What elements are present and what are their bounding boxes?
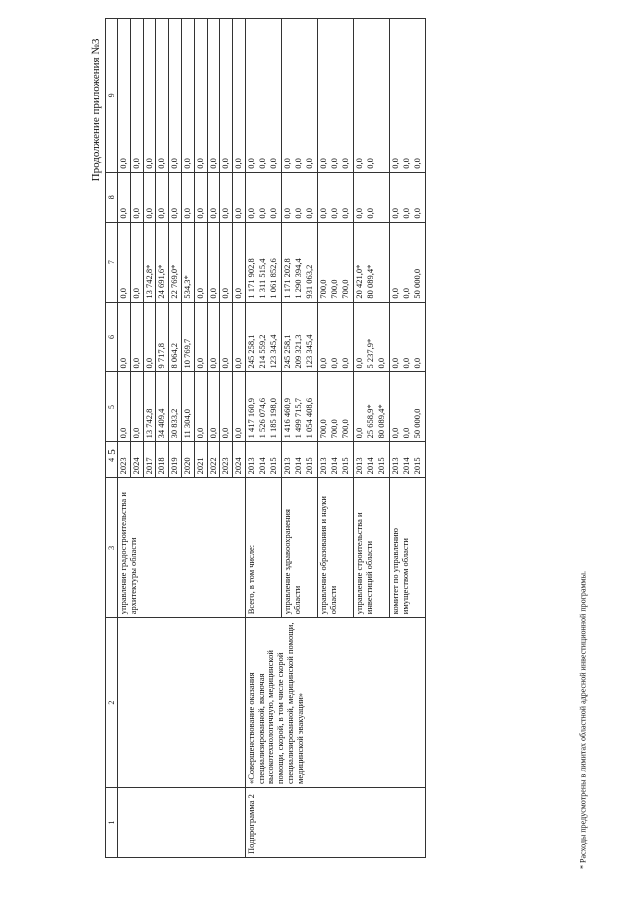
page-number: 5 xyxy=(106,449,118,455)
rotated-table-container xyxy=(105,18,535,858)
value-cell: 0,0 xyxy=(233,302,246,372)
value-stack xyxy=(245,19,281,173)
value-cell: 0,0 xyxy=(233,222,246,302)
value-stack xyxy=(281,172,317,222)
value-line: 20 421,0* xyxy=(353,264,364,299)
value-line: 700,0 xyxy=(317,279,328,299)
value-cell: 0,0 xyxy=(169,172,182,222)
value-line: 0,0 xyxy=(328,158,339,169)
value-line: 209 321,3 xyxy=(292,334,303,369)
value-cell: 2017 xyxy=(143,442,156,478)
value-cell: 13 742,8* xyxy=(143,222,156,302)
value-cell: 2023 xyxy=(118,442,131,478)
value-line: 0,0 xyxy=(400,208,411,219)
value-line xyxy=(377,176,388,219)
value-line xyxy=(377,226,388,299)
value-line: 245 258,1 xyxy=(245,334,256,369)
value-stack xyxy=(353,442,389,478)
value-line: 0,0 xyxy=(353,158,364,169)
value-line: 50 000,0 xyxy=(411,268,422,299)
column-header: 3 xyxy=(106,478,118,618)
column-header: 5 xyxy=(106,372,118,442)
value-cell: 2019 xyxy=(169,442,182,478)
value-line: 80 089,4* xyxy=(375,404,386,439)
value-line: 0,0 xyxy=(411,208,422,219)
value-stack xyxy=(353,172,389,222)
value-line xyxy=(377,22,388,169)
value-stack xyxy=(389,442,425,478)
value-line: 2015 xyxy=(375,457,386,475)
footnote: * Расходы предусмотрены в лимитах областной адресной инвестиционной программы. xyxy=(578,571,588,869)
value-cell: 0,0 xyxy=(156,19,169,173)
table-row xyxy=(245,19,281,858)
value-stack xyxy=(353,302,389,372)
value-cell: 2022 xyxy=(207,442,220,478)
value-line: 700,0 xyxy=(339,419,350,439)
value-line: 0,0 xyxy=(400,158,411,169)
subprogram-label: Подпрограмма 2 xyxy=(245,788,425,858)
value-cell: 8 064,2 xyxy=(169,302,182,372)
column-header: 8 xyxy=(106,172,118,222)
executor-cell: управление образования и науки области xyxy=(317,478,353,618)
value-line: 2014 xyxy=(400,457,411,475)
value-line: 0,0 xyxy=(317,208,328,219)
value-line: 123 345,4 xyxy=(267,334,278,369)
value-stack xyxy=(389,302,425,372)
value-line: 0,0 xyxy=(400,287,411,299)
value-line: 0,0 xyxy=(292,208,303,219)
value-line: 0,0 xyxy=(267,158,278,169)
value-cell: 0,0 xyxy=(143,302,156,372)
value-line: 0,0 xyxy=(364,158,375,169)
value-cell: 0,0 xyxy=(207,172,220,222)
value-cell: 0,0 xyxy=(220,19,233,173)
value-stack xyxy=(281,372,317,442)
value-stack xyxy=(245,442,281,478)
value-line: 0,0 xyxy=(317,357,328,369)
value-cell: 0,0 xyxy=(194,19,207,173)
value-cell: 0,0 xyxy=(130,19,143,173)
value-line: 214 559,2 xyxy=(256,334,267,369)
value-cell: 24 691,6* xyxy=(156,222,169,302)
value-line: 245 258,1 xyxy=(281,334,292,369)
table-row xyxy=(118,19,131,858)
value-line: 2013 xyxy=(317,457,328,475)
value-stack xyxy=(281,222,317,302)
value-cell: 0,0 xyxy=(194,372,207,442)
value-stack xyxy=(389,372,425,442)
value-cell: 0,0 xyxy=(130,302,143,372)
value-stack xyxy=(245,222,281,302)
value-line: 2013 xyxy=(389,457,400,475)
column-header: 1 xyxy=(106,788,118,858)
column-header: 9 xyxy=(106,19,118,173)
value-line: 0,0 xyxy=(411,158,422,169)
executor-cell: управление строительства и инвестиций области xyxy=(353,478,389,618)
value-cell: 0,0 xyxy=(207,372,220,442)
executor-cell: комитет по управлению имуществом области xyxy=(389,478,425,618)
column-header: 4 xyxy=(106,442,118,478)
value-line: 0,0 xyxy=(328,357,339,369)
value-cell: 0,0 xyxy=(118,172,131,222)
value-line: 50 000,0 xyxy=(411,408,422,439)
value-line: 1 311 515,4 xyxy=(256,258,267,299)
value-cell: 0,0 xyxy=(220,302,233,372)
value-stack xyxy=(245,302,281,372)
value-line: 0,0 xyxy=(389,158,400,169)
value-cell: 0,0 xyxy=(233,172,246,222)
value-cell: 0,0 xyxy=(143,172,156,222)
value-line: 0,0 xyxy=(303,208,314,219)
value-stack xyxy=(317,172,353,222)
value-line: 25 658,9* xyxy=(364,404,375,439)
value-stack xyxy=(317,372,353,442)
value-line: 2014 xyxy=(256,457,267,475)
value-line: 2015 xyxy=(411,457,422,475)
value-line: 2014 xyxy=(364,457,375,475)
value-cell: 0,0 xyxy=(182,172,195,222)
value-stack xyxy=(353,372,389,442)
column-header: 6 xyxy=(106,302,118,372)
value-cell: 10 769,7 xyxy=(182,302,195,372)
value-cell: 0,0 xyxy=(207,302,220,372)
value-cell: 0,0 xyxy=(220,372,233,442)
value-cell: 2021 xyxy=(194,442,207,478)
value-cell: 0,0 xyxy=(143,19,156,173)
value-stack xyxy=(245,372,281,442)
value-stack xyxy=(389,172,425,222)
continuation-title: Продолжение приложения №3 xyxy=(90,38,102,182)
value-cell: 2018 xyxy=(156,442,169,478)
value-cell: 22 769,0* xyxy=(169,222,182,302)
value-stack xyxy=(353,19,389,173)
value-line: 2015 xyxy=(303,457,314,475)
value-line: 2013 xyxy=(245,457,256,475)
value-cell: 0,0 xyxy=(169,19,182,173)
value-line: 2015 xyxy=(339,457,350,475)
value-line: 1 185 198,0 xyxy=(267,398,278,439)
value-line: 0,0 xyxy=(353,427,364,439)
table-body xyxy=(118,19,426,858)
value-line: 0,0 xyxy=(317,158,328,169)
value-stack xyxy=(245,172,281,222)
value-line: 0,0 xyxy=(411,357,422,369)
executor-cell: Всего, в том числе: xyxy=(245,478,281,618)
value-line: 0,0 xyxy=(339,208,350,219)
value-line: 0,0 xyxy=(364,208,375,219)
value-line: 1 290 394,4 xyxy=(292,258,303,299)
executor-cell: управление градостроительства и архитектуры области xyxy=(118,478,246,618)
value-cell: 0,0 xyxy=(233,372,246,442)
value-line: 0,0 xyxy=(245,208,256,219)
value-line: 0,0 xyxy=(328,208,339,219)
value-cell: 534,3* xyxy=(182,222,195,302)
value-line: 0,0 xyxy=(281,158,292,169)
value-cell: 0,0 xyxy=(118,372,131,442)
value-line: 0,0 xyxy=(389,427,400,439)
value-cell: 0,0 xyxy=(156,172,169,222)
value-line: 1 054 408,6 xyxy=(303,398,314,439)
col1-cell xyxy=(118,788,246,858)
value-line: 0,0 xyxy=(256,158,267,169)
value-cell: 13 742,8 xyxy=(143,372,156,442)
header-row xyxy=(106,19,118,858)
value-cell: 0,0 xyxy=(220,172,233,222)
value-stack xyxy=(317,442,353,478)
value-cell: 0,0 xyxy=(118,19,131,173)
value-line: 1 171 902,8 xyxy=(245,258,256,299)
value-line: 700,0 xyxy=(339,279,350,299)
column-header: 2 xyxy=(106,618,118,788)
value-stack xyxy=(281,302,317,372)
value-line: 2015 xyxy=(267,457,278,475)
value-line: 5 237,9* xyxy=(364,338,375,369)
value-line: 2013 xyxy=(281,457,292,475)
value-line: 0,0 xyxy=(339,158,350,169)
value-line: 1 499 715,7 xyxy=(292,398,303,439)
value-cell: 9 717,8 xyxy=(156,302,169,372)
value-line: 700,0 xyxy=(328,419,339,439)
value-cell: 0,0 xyxy=(130,172,143,222)
value-cell: 30 833,2 xyxy=(169,372,182,442)
value-cell: 2020 xyxy=(182,442,195,478)
value-line: 2013 xyxy=(353,457,364,475)
value-line: 2014 xyxy=(292,457,303,475)
value-line: 0,0 xyxy=(353,357,364,369)
value-line: 1 171 202,8 xyxy=(281,258,292,299)
value-cell: 0,0 xyxy=(194,222,207,302)
value-cell: 0,0 xyxy=(130,222,143,302)
value-cell: 0,0 xyxy=(194,302,207,372)
value-cell: 0,0 xyxy=(182,19,195,173)
subprogram-name: «Совершенствование оказания специализированной, включая высокотехнологичную, медицинской помощи, скорой, в том числе скорой специализированной, медицинской помощи, медицинской эвакуации» xyxy=(245,618,425,788)
value-stack xyxy=(317,302,353,372)
value-line: 1 526 074,6 xyxy=(256,398,267,439)
value-cell: 0,0 xyxy=(118,302,131,372)
value-line: 0,0 xyxy=(400,357,411,369)
value-cell: 2024 xyxy=(233,442,246,478)
value-cell: 0,0 xyxy=(118,222,131,302)
value-line: 0,0 xyxy=(292,158,303,169)
value-stack xyxy=(389,19,425,173)
value-line: 1 417 160,9 xyxy=(245,398,256,439)
value-stack xyxy=(317,222,353,302)
value-line: 0,0 xyxy=(375,357,386,369)
executor-cell: управление здравоохранения области xyxy=(281,478,317,618)
value-line: 123 345,4 xyxy=(303,334,314,369)
value-line: 700,0 xyxy=(328,279,339,299)
value-cell: 34 409,4 xyxy=(156,372,169,442)
value-line: 80 089,4* xyxy=(364,264,375,299)
value-stack xyxy=(353,222,389,302)
value-cell: 2023 xyxy=(220,442,233,478)
value-line: 700,0 xyxy=(317,419,328,439)
value-line: 0,0 xyxy=(389,357,400,369)
value-cell: 0,0 xyxy=(130,372,143,442)
value-cell: 0,0 xyxy=(194,172,207,222)
value-line: 0,0 xyxy=(389,208,400,219)
value-line: 2014 xyxy=(328,457,339,475)
column-header: 7 xyxy=(106,222,118,302)
value-cell: 0,0 xyxy=(233,19,246,173)
value-cell: 11 304,0 xyxy=(182,372,195,442)
value-line: 931 063,2 xyxy=(303,264,314,299)
value-cell: 0,0 xyxy=(207,222,220,302)
value-stack xyxy=(389,222,425,302)
value-stack xyxy=(281,442,317,478)
col2-cell xyxy=(118,618,246,788)
value-line: 0,0 xyxy=(389,287,400,299)
value-line: 0,0 xyxy=(245,158,256,169)
value-line: 0,0 xyxy=(339,357,350,369)
value-stack xyxy=(281,19,317,173)
value-line: 0,0 xyxy=(353,208,364,219)
value-line: 0,0 xyxy=(303,158,314,169)
value-cell: 2024 xyxy=(130,442,143,478)
value-cell: 0,0 xyxy=(207,19,220,173)
value-stack xyxy=(317,19,353,173)
value-line: 0,0 xyxy=(267,208,278,219)
value-line: 0,0 xyxy=(256,208,267,219)
budget-table xyxy=(105,18,426,858)
value-line: 0,0 xyxy=(281,208,292,219)
value-line: 1 061 852,6 xyxy=(267,258,278,299)
value-line: 0,0 xyxy=(400,427,411,439)
value-line: 1 416 460,9 xyxy=(281,398,292,439)
value-cell: 0,0 xyxy=(220,222,233,302)
